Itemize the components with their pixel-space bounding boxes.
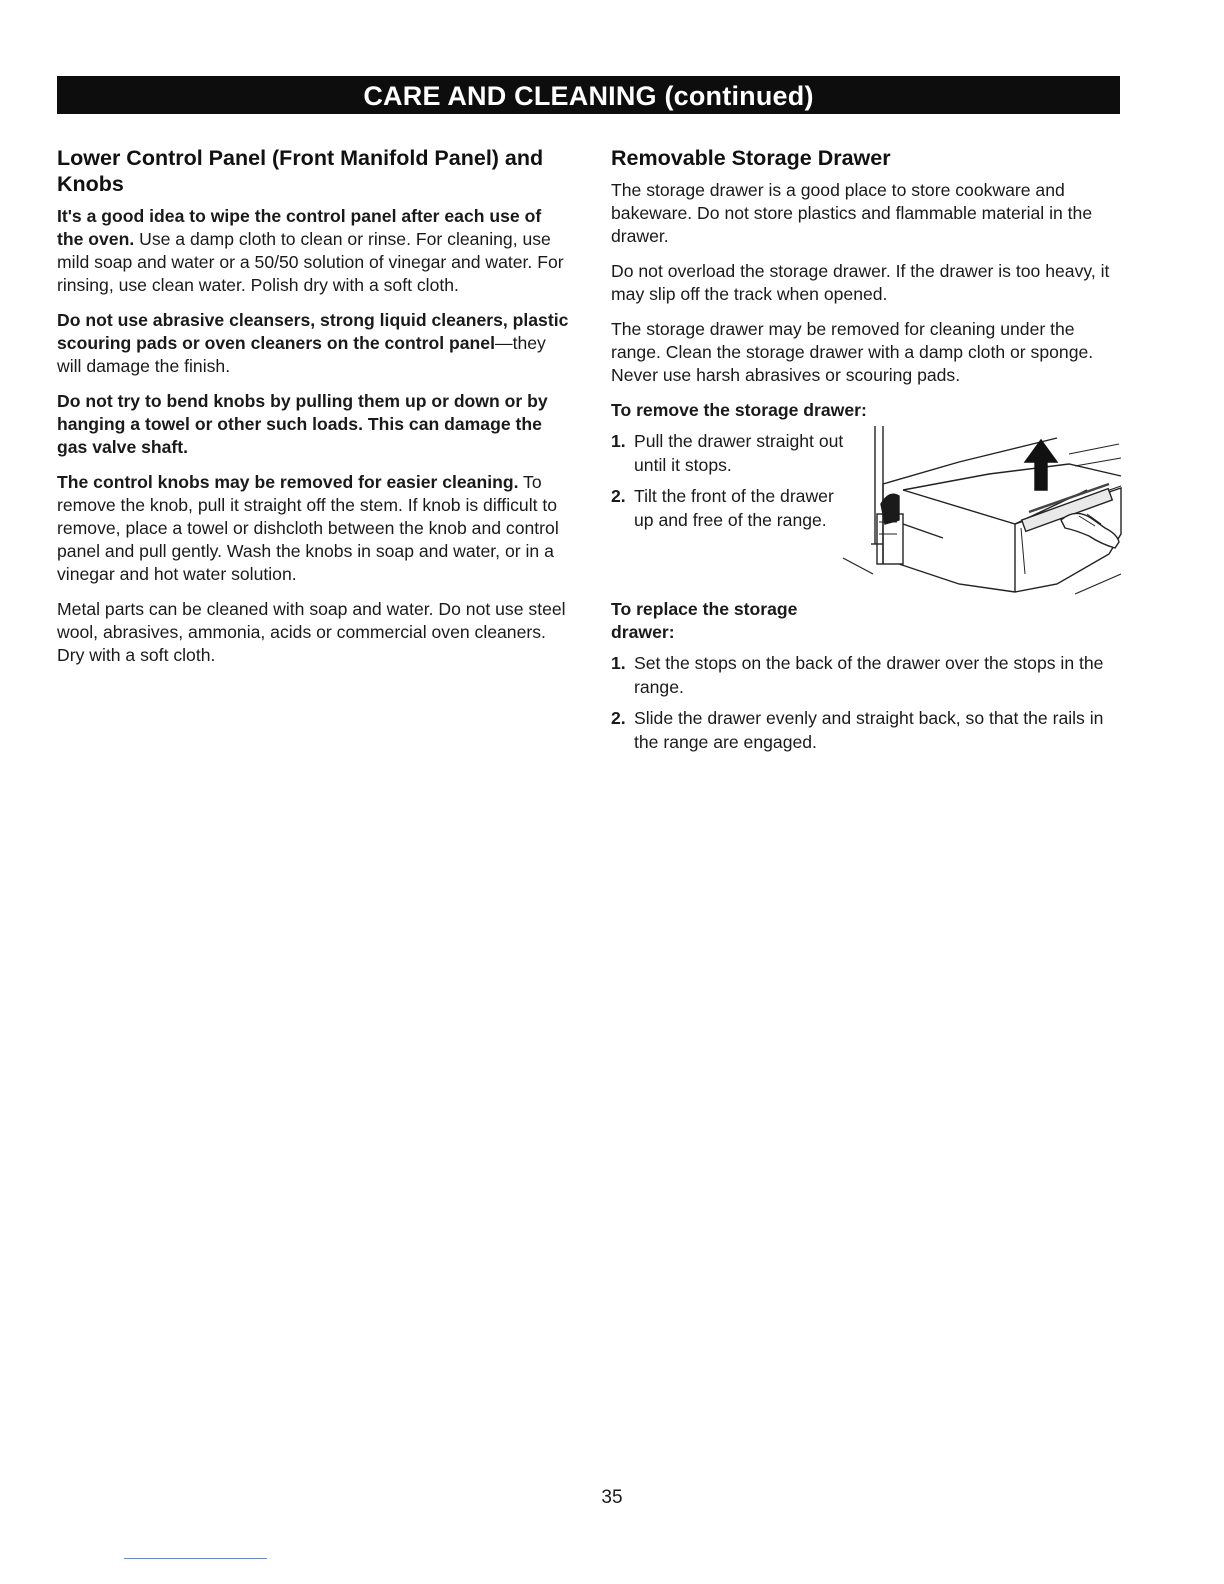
page-number: 35 <box>601 1487 623 1508</box>
remove-drawer-block <box>611 430 1121 598</box>
abrasive-warning-paragraph: Do not use abrasive cleansers, strong liquid cleaners, plastic scouring pads or oven cleaners on the control panel—they will damage the finish. <box>57 310 569 376</box>
list-item: 1. Pull the drawer straight out until it stops. <box>611 431 844 475</box>
overload-warning: Do not overload the storage drawer. If the drawer is too heavy, it may slip off the track when opened. <box>611 261 1110 304</box>
right-column <box>611 145 1121 762</box>
section-title: CARE AND CLEANING (continued) <box>363 81 814 111</box>
footer-divider <box>124 1558 267 1559</box>
remove-steps <box>611 430 846 532</box>
lower-control-panel-heading: Lower Control Panel (Front Manifold Panel) and Knobs <box>57 146 544 196</box>
replace-drawer-heading: To replace the storage drawer: <box>611 599 798 642</box>
left-column <box>57 145 572 679</box>
section-banner <box>57 76 1120 114</box>
wipe-panel-paragraph: It's a good idea to wipe the control panel after each use of the oven. Use a damp cloth to clean or rinse. For cleaning, use mild soap and water or a 50/50 solution of vinegar and water. For rinsing, use clean water. Polish dry with a soft cloth. <box>57 206 564 295</box>
list-item: 2. Tilt the front of the drawer up and free of the range. <box>611 486 834 530</box>
storage-drawer-heading: Removable Storage Drawer <box>611 146 891 170</box>
metal-parts-paragraph: Metal parts can be cleaned with soap and water. Do not use steel wool, abrasives, ammonia, acids or commercial oven cleaners. Dry with a soft cloth. <box>57 599 566 665</box>
bend-knobs-warning-paragraph: Do not try to bend knobs by pulling them up or down or by hanging a towel or other such loads. This can damage the gas valve shaft. <box>57 391 548 457</box>
replace-steps <box>611 652 1121 754</box>
drawer-removal-illustration <box>839 424 1123 608</box>
list-item: 1. Set the stops on the back of the drawer over the stops in the range. <box>611 653 1104 697</box>
list-item: 2. Slide the drawer evenly and straight back, so that the rails in the range are engaged. <box>611 708 1104 752</box>
remove-drawer-heading: To remove the storage drawer: <box>611 400 867 420</box>
removal-cleaning-paragraph: The storage drawer may be removed for cleaning under the range. Clean the storage drawer with a damp cloth or sponge. Never use harsh abrasives or scouring pads. <box>611 319 1094 385</box>
storage-drawer-intro: The storage drawer is a good place to store cookware and bakeware. Do not store plastics and flammable material in the drawer. <box>611 180 1093 246</box>
remove-knobs-paragraph: The control knobs may be removed for easier cleaning. To remove the knob, pull it straight off the stem. If knob is difficult to remove, place a towel or dishcloth between the knob and control panel and pull gently. Wash the knobs in soap and water, or in a vinegar and hot water solution. <box>57 472 559 584</box>
